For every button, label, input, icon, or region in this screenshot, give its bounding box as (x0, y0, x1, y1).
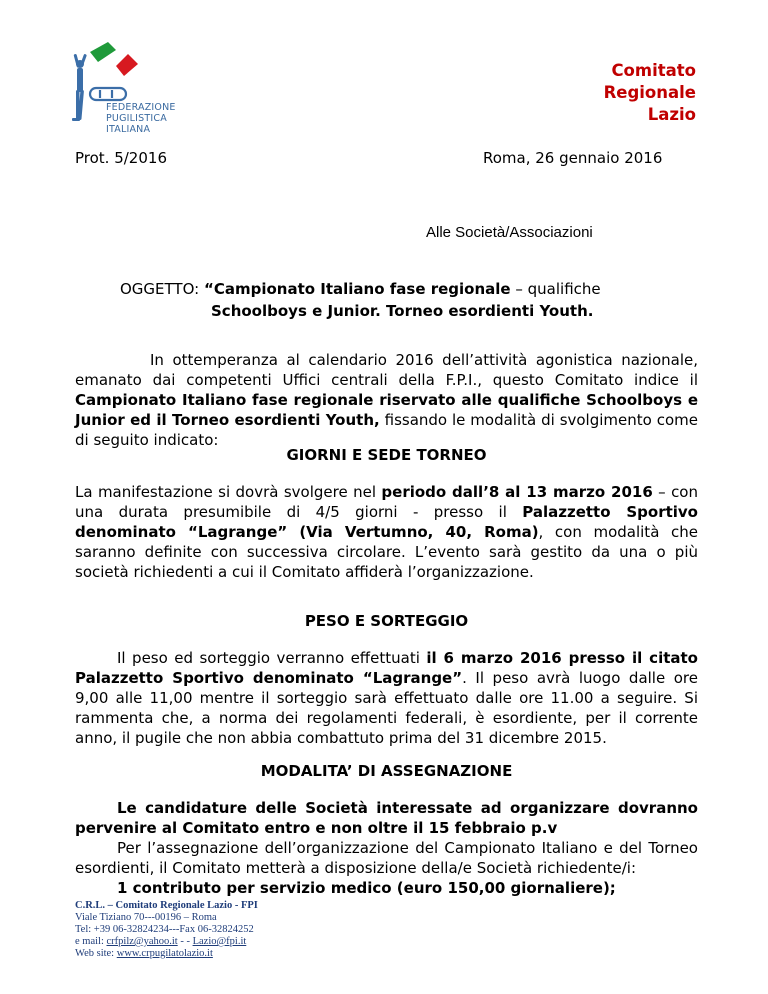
footer-email-link-2[interactable]: Lazio@fpi.it (192, 936, 247, 947)
logo-line-2: PUGILISTICA (106, 113, 167, 124)
committee-line-3: Lazio (647, 105, 696, 124)
section-peso-paragraph (75, 648, 698, 748)
section-heading-modalita: MODALITA’ DI ASSEGNAZIONE (260, 762, 513, 780)
s1-text-1: La manifestazione si dovrà svolgere nel (75, 483, 382, 501)
letter-date: Roma, 26 gennaio 2016 (483, 149, 663, 167)
committee-line-2: Regionale (603, 83, 696, 102)
section-heading-peso: PESO E SORTEGGIO (304, 612, 469, 630)
subject-block (120, 278, 601, 322)
footer-email-link-1[interactable]: crfpilz@yahoo.it (106, 936, 178, 947)
footer-address: Viale Tiziano 70---00196 – Roma (75, 912, 217, 923)
subject-title: “Campionato Italiano fase regionale (203, 280, 511, 298)
section-modalita-paragraph (75, 798, 698, 898)
intro-paragraph (75, 350, 698, 450)
green-flag-icon (90, 42, 116, 62)
logo-line-3: ITALIANA (106, 124, 151, 135)
s2-text-2: . Il peso avrà luogo dalle ore 9,00 alle 11,00 mentre il sorteggio sarà effettuato dalle ore 11.00 a seguire. Si rammenta che, a norma dei regolamenti federali, è esordiente, per il corrente anno, il pugile che non abbia combattuto prima del 31 dicembre 2015. (75, 669, 698, 747)
footer-org: C.R.L. – Comitato Regionale Lazio - FPI (75, 900, 258, 911)
logo-line-1: FEDERAZIONE (106, 102, 176, 113)
recipients: Alle Società/Associazioni (426, 224, 593, 241)
fpi-logo (60, 40, 190, 150)
footer-contacts (75, 900, 258, 960)
section-heading-giorni: GIORNI E SEDE TORNEO (286, 446, 487, 464)
red-flag-icon (116, 54, 138, 76)
footer-phones: Tel: +39 06-32824234---Fax 06-32824252 (75, 924, 254, 935)
s2-bold-1: il 6 marzo 2016 presso il citato Palazzetto Sportivo denominato “Lagrange” (75, 649, 698, 687)
subject-line-1 (120, 278, 601, 300)
s2-text-1: Il peso ed sorteggio verranno effettuati (117, 649, 427, 667)
subject-line-2-text: Schoolboys e Junior. Torneo esordienti Youth. (211, 302, 594, 320)
footer-web-label: Web site: (75, 948, 117, 959)
footer-mail-separator: - - (177, 936, 193, 947)
fpi-mark-icon (90, 88, 126, 100)
intro-text-1: In ottemperanza al calendario 2016 dell’attività agonistica nazionale, emanato dai competenti Uffici centrali della F.P.I., questo Comitato indice il (75, 351, 698, 389)
intro-bold-1: Campionato Italiano fase regionale riservato alle qualifiche Schoolboys e Junior ed il Torneo esordienti Youth, (75, 391, 698, 429)
footer-website-link[interactable]: www.crpugilatolazio.it (116, 948, 213, 959)
section-giorni-paragraph (75, 482, 698, 582)
s1-bold-2: Palazzetto Sportivo denominato “Lagrange” (Via Vertumno, 40, Roma) (75, 503, 698, 541)
boxer-figure-icon (72, 54, 87, 121)
s3-bold-1: Le candidature delle Società interessate ad organizzare dovranno pervenire al Comitato entro e non oltre il 15 febbraio p.v (75, 799, 698, 837)
subject-label: OGGETTO: (120, 280, 204, 298)
intro-text-2: fissando le modalità di svolgimento come di seguito indicato: (75, 411, 698, 449)
footer-mail-label: e mail: (75, 936, 107, 947)
s1-text-2: – con una durata presumibile di 4/5 giorni - presso il (75, 483, 698, 521)
committee-title (604, 60, 696, 126)
subject-line-2 (120, 300, 601, 322)
s3-bold-2: 1 contributo per servizio medico (euro 150,00 giornaliere); (117, 879, 616, 897)
protocol-number: Prot. 5/2016 (75, 149, 167, 167)
subject-title-rest: – qualifiche (510, 280, 601, 298)
s1-text-3: , con modalità che saranno definite con successiva circolare. L’evento sarà gestito da una o più società richiedenti a cui il Comitato affiderà l’organizzazione. (75, 523, 698, 581)
s3-text-1: Per l’assegnazione dell’organizzazione del Campionato Italiano e del Torneo esordienti, il Comitato metterà a disposizione della/e Società richiedente/i: (75, 839, 698, 877)
s1-bold-1: periodo dall’8 al 13 marzo 2016 (381, 483, 653, 501)
committee-line-1: Comitato (611, 61, 696, 80)
